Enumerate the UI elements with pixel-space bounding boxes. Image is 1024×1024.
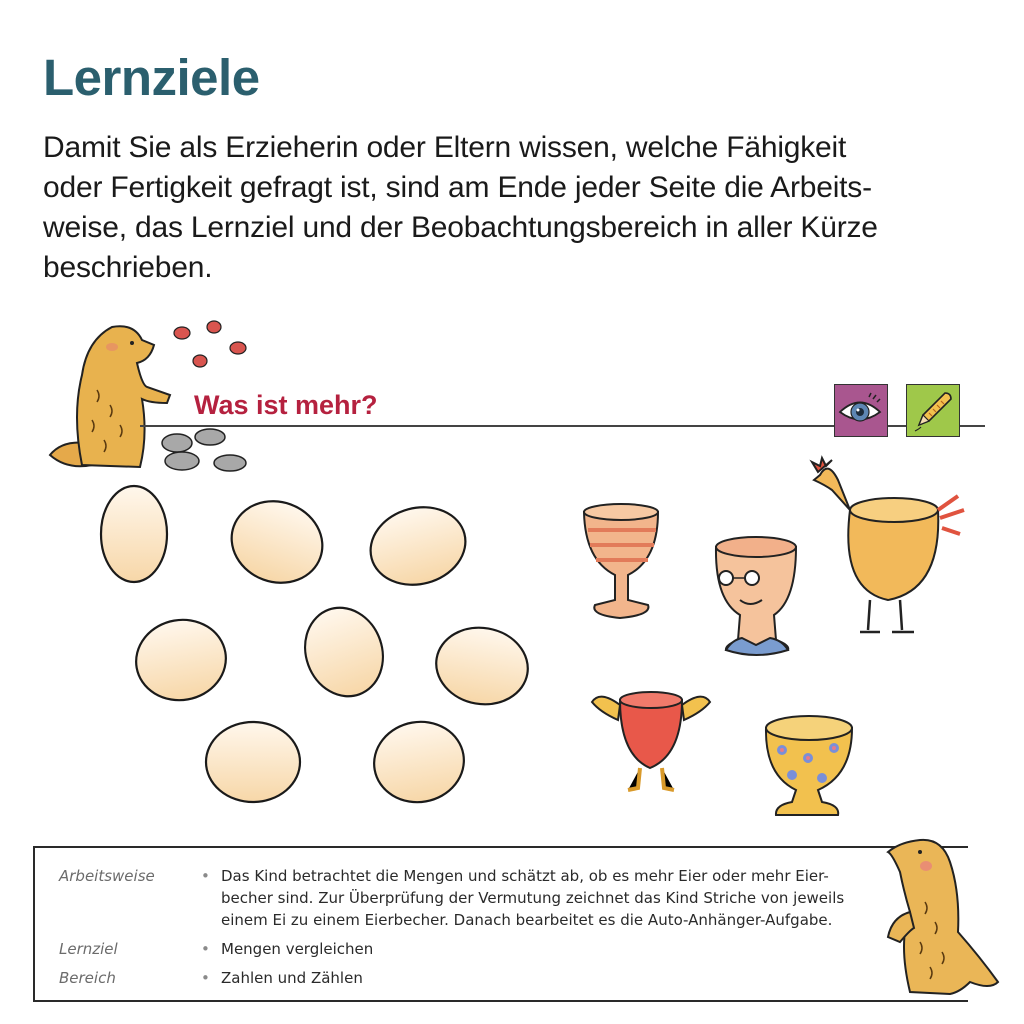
info-text: [221, 938, 861, 960]
egg: [293, 597, 395, 708]
striped-goblet-cup: [584, 504, 658, 618]
flowered-yellow-cup: [766, 716, 852, 815]
draw-badge: [906, 384, 960, 437]
egg: [101, 486, 167, 582]
page-title: Lernziele: [43, 49, 260, 106]
intro-line: weise, das Lernziel und der Beobachtungsbereich in aller Kürze: [43, 211, 878, 244]
intro-line: oder Fertigkeit gefragt ist, sind am Ende jeder Seite die Arbeits-: [43, 171, 872, 204]
egg: [220, 489, 334, 596]
info-line: Das Kind betrachtet die Mengen und schätzt ab, ob es mehr Eier oder mehr Eier-: [221, 867, 829, 885]
intro-line: Damit Sie als Erzieherin oder Eltern wissen, welche Fähigkeit: [43, 131, 847, 164]
pencil-icon: [907, 385, 958, 435]
bullet-icon: •: [201, 969, 210, 987]
info-line: einem Ei zu einem Eierbecher. Danach bearbeitet es die Auto-Anhänger-Aufgabe.: [221, 911, 833, 929]
info-text: [221, 967, 861, 989]
chicken-cup: [812, 458, 964, 632]
info-text: [221, 865, 861, 931]
intro-line: beschrieben.: [43, 251, 213, 284]
info-label: Lernziel: [59, 940, 118, 958]
marmot-illustration-bottom: [880, 832, 1005, 1002]
learning-info-box: [33, 846, 968, 1002]
eggs-group: [90, 480, 540, 810]
egg: [130, 613, 233, 707]
info-label: Arbeitsweise: [59, 867, 155, 885]
info-line: Mengen vergleichen: [221, 940, 374, 958]
eye-icon: [835, 385, 886, 435]
ladybug-icon: [174, 321, 246, 367]
intro-paragraph: [43, 128, 993, 288]
bullet-icon: •: [201, 940, 210, 958]
egg: [206, 722, 300, 802]
egg: [368, 715, 471, 809]
info-label: Bereich: [59, 969, 116, 987]
observe-badge: [834, 384, 888, 437]
bullet-icon: •: [201, 867, 210, 885]
egg-cups-group: [570, 450, 970, 830]
egg: [362, 497, 474, 595]
info-line: Zahlen und Zählen: [221, 969, 363, 987]
winged-red-cup: [592, 692, 710, 790]
face-with-glasses-cup: [716, 537, 796, 655]
egg: [430, 621, 534, 712]
info-line: becher sind. Zur Überprüfung der Vermutung zeichnet das Kind Striche von jeweils: [221, 889, 845, 907]
task-title: Was ist mehr?: [194, 390, 378, 420]
